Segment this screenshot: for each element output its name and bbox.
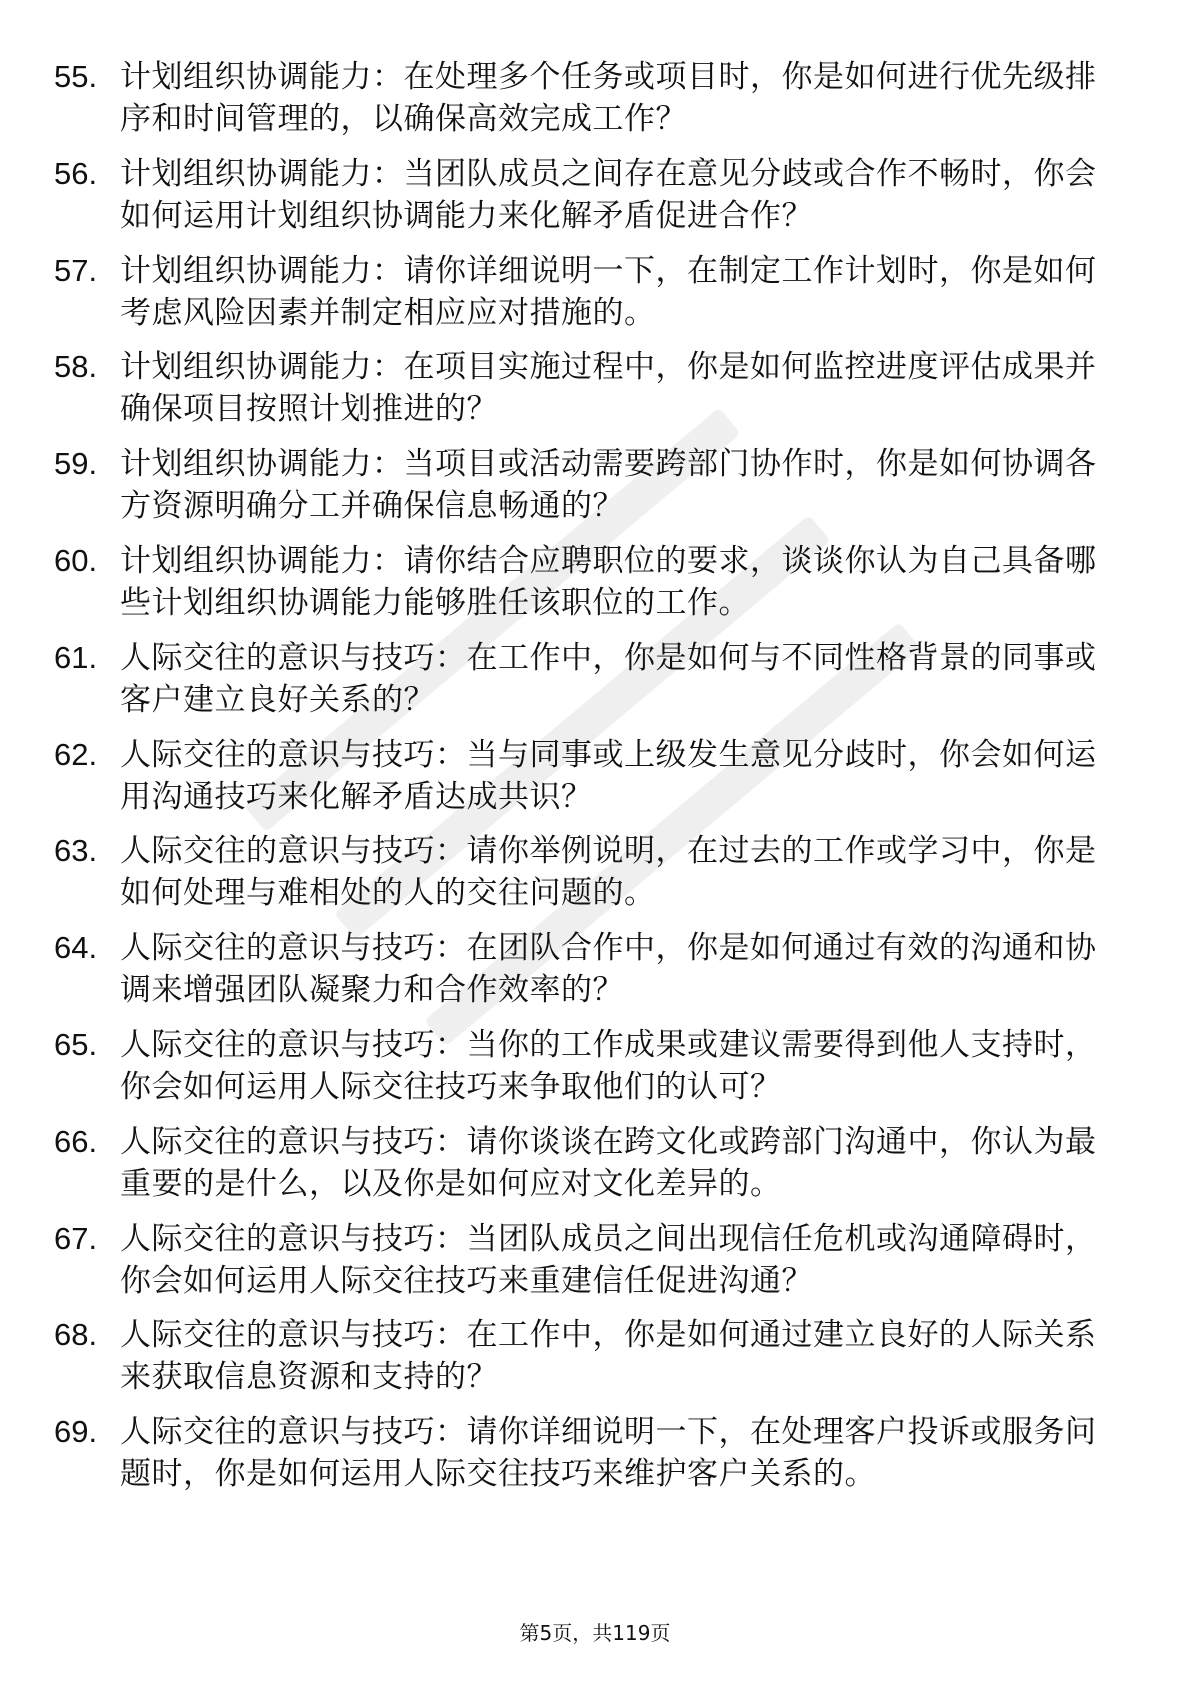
question-text: 计划组织协调能力：当团队成员之间存在意见分歧或合作不畅时，你会如何运用计划组织协调能力来化解矛盾促进合作？ (120, 155, 1097, 234)
question-text: 人际交往的意识与技巧：当你的工作成果或建议需要得到他人支持时，你会如何运用人际交往技巧来争取他们的认可？ (120, 1026, 1097, 1105)
question-number: 67. (54, 1220, 98, 1256)
question-item (54, 50, 1114, 147)
question-item (54, 147, 1114, 244)
question-text: 人际交往的意识与技巧：在团队合作中，你是如何通过有效的沟通和协调来增强团队凝聚力和合作效率的？ (120, 930, 1097, 1009)
page-number-label: 第5页，共119页 (519, 1621, 671, 1645)
question-text: 计划组织协调能力：请你结合应聘职位的要求，谈谈你认为自己具备哪些计划组织协调能力能够胜任该职位的工作。 (120, 542, 1097, 621)
question-text: 计划组织协调能力：请你详细说明一下，在制定工作计划时，你是如何考虑风险因素并制定相应应对措施的。 (120, 252, 1097, 331)
question-text: 人际交往的意识与技巧：当与同事或上级发生意见分歧时，你会如何运用沟通技巧来化解矛盾达成共识？ (120, 736, 1097, 815)
question-item (54, 1115, 1114, 1212)
question-number: 63. (54, 833, 98, 869)
question-number: 56. (54, 155, 98, 191)
question-text: 人际交往的意识与技巧：请你举例说明，在过去的工作或学习中，你是如何处理与难相处的人的交往问题的。 (120, 833, 1097, 912)
question-item (54, 340, 1114, 437)
question-number: 62. (54, 736, 98, 772)
question-text: 人际交往的意识与技巧：请你谈谈在跨文化或跨部门沟通中，你认为最重要的是什么，以及你是如何应对文化差异的。 (120, 1123, 1097, 1202)
question-text: 人际交往的意识与技巧：在工作中，你是如何与不同性格背景的同事或客户建立良好关系的？ (120, 639, 1097, 718)
question-item (54, 437, 1114, 534)
question-number: 60. (54, 542, 98, 578)
question-text: 人际交往的意识与技巧：在工作中，你是如何通过建立良好的人际关系来获取信息资源和支持的？ (120, 1317, 1097, 1396)
question-item (54, 921, 1114, 1018)
question-number: 64. (54, 930, 98, 966)
question-item (54, 1405, 1114, 1502)
question-item (54, 534, 1114, 631)
question-item (54, 728, 1114, 825)
question-number: 55. (54, 59, 98, 94)
question-number: 58. (54, 349, 98, 385)
question-text: 人际交往的意识与技巧：当团队成员之间出现信任危机或沟通障碍时，你会如何运用人际交往技巧来重建信任促进沟通？ (120, 1220, 1097, 1299)
question-number: 65. (54, 1026, 98, 1062)
question-text: 人际交往的意识与技巧：请你详细说明一下，在处理客户投诉或服务问题时，你是如何运用人际交往技巧来维护客户关系的。 (120, 1414, 1097, 1493)
question-item (54, 1018, 1114, 1115)
question-number: 69. (54, 1414, 98, 1450)
question-item (54, 1212, 1114, 1309)
question-item (54, 244, 1114, 341)
question-item (54, 824, 1114, 921)
page-footer (0, 1620, 1190, 1646)
question-text: 计划组织协调能力：在项目实施过程中，你是如何监控进度评估成果并确保项目按照计划推进的？ (120, 349, 1097, 428)
question-number: 68. (54, 1317, 98, 1353)
question-item (54, 1308, 1114, 1405)
question-item (54, 631, 1114, 728)
question-number: 61. (54, 639, 98, 675)
question-text: 计划组织协调能力：当项目或活动需要跨部门协作时，你是如何协调各方资源明确分工并确保信息畅通的？ (120, 446, 1097, 525)
question-list (54, 50, 1114, 1502)
question-number: 59. (54, 446, 98, 482)
question-number: 57. (54, 252, 98, 288)
question-number: 66. (54, 1123, 98, 1159)
question-text: 计划组织协调能力：在处理多个任务或项目时，你是如何进行优先级排序和时间管理的，以确保高效完成工作？ (120, 59, 1097, 137)
